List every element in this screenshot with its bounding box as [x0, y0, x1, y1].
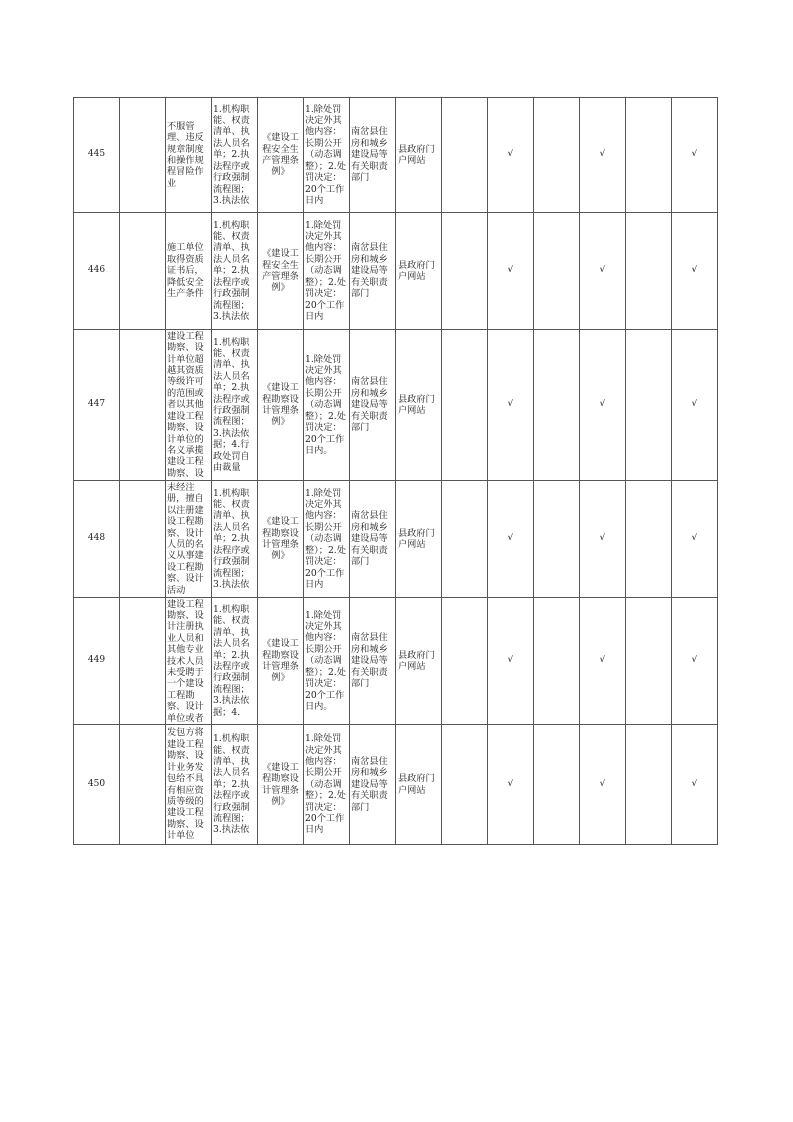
check-mark-cell — [626, 725, 672, 845]
basis-cell — [212, 598, 258, 725]
matter-cell — [166, 481, 212, 598]
law-cell — [258, 98, 304, 213]
channel-cell — [396, 330, 442, 481]
row-number-cell-text: 445 — [87, 149, 106, 160]
check-mark-cell — [626, 598, 672, 725]
check-mark-cell — [442, 598, 488, 725]
check-mark-cell — [442, 330, 488, 481]
check-mark-cell — [488, 481, 534, 598]
basis-cell-text: 1.机构职能、权责清单、执法人员名单；2.执法程序或行政强制流程图；3.执法依 — [213, 103, 250, 206]
subject-cell-text: 南岔县住房和城乡建设局等有关职责部门 — [351, 242, 388, 300]
matter-cell-text: 发包方将建设工程勘察、设计业务发包给不具有相应资质等级的建设工程勘察、设计单位 — [167, 727, 204, 842]
table-row — [74, 213, 718, 330]
check-mark-cell-text: √ — [691, 533, 698, 544]
row-number-cell — [74, 330, 120, 481]
channel-cell — [396, 598, 442, 725]
law-cell-text: 《建设工程安全生产管理条例》 — [262, 248, 299, 294]
table-body — [74, 98, 718, 845]
channel-cell-text: 县政府门户网站 — [398, 649, 435, 672]
check-mark-cell — [672, 598, 718, 725]
row-number-cell-text: 450 — [87, 778, 106, 789]
basis-cell — [212, 98, 258, 213]
timing-cell-text: 1.除处罚决定外其他内容：长期公开（动态调整）；2.处罚决定：20个工作日内 — [305, 219, 346, 322]
check-mark-cell — [580, 213, 626, 330]
subject-cell — [350, 481, 396, 598]
law-cell-text: 《建设工程勘察设计管理条例》 — [262, 516, 299, 562]
basis-cell-text: 1.机构职能、权责清单、执法人员名单；2.执法程序或行政强制流程图；3.执法依 — [213, 487, 250, 590]
table-row — [74, 330, 718, 481]
subject-cell — [350, 598, 396, 725]
timing-cell-text: 1.除处罚决定外其他内容：长期公开（动态调整）；2.处罚决定：20个工作日内。 — [305, 609, 346, 712]
channel-cell — [396, 213, 442, 330]
check-mark-cell-text: √ — [691, 399, 698, 410]
check-mark-cell — [534, 481, 580, 598]
channel-cell-text: 县政府门户网站 — [398, 773, 435, 796]
check-mark-cell-text: √ — [507, 655, 514, 666]
channel-cell-text: 县政府门户网站 — [398, 259, 435, 282]
check-mark-cell — [534, 98, 580, 213]
check-mark-cell — [534, 330, 580, 481]
channel-cell — [396, 481, 442, 598]
law-cell — [258, 598, 304, 725]
basis-cell-text: 1.机构职能、权责清单、执法人员名单；2.执法程序或行政强制流程图；3.执法依据；4.行政处罚自由裁量 — [213, 336, 250, 474]
blank-cell — [120, 98, 166, 213]
blank-cell — [120, 213, 166, 330]
matter-cell — [166, 598, 212, 725]
check-mark-cell-text: √ — [691, 778, 698, 789]
table-row — [74, 725, 718, 845]
subject-cell-text: 南岔县住房和城乡建设局等有关职责部门 — [351, 126, 388, 184]
check-mark-cell-text: √ — [507, 778, 514, 789]
subject-cell-text: 南岔县住房和城乡建设局等有关职责部门 — [351, 376, 388, 434]
check-mark-cell — [580, 98, 626, 213]
check-mark-cell-text: √ — [691, 265, 698, 276]
row-number-cell-text: 447 — [87, 399, 106, 410]
subject-cell — [350, 98, 396, 213]
law-cell — [258, 481, 304, 598]
check-mark-cell-text: √ — [507, 149, 514, 160]
subject-cell-text: 南岔县住房和城乡建设局等有关职责部门 — [351, 632, 388, 690]
check-mark-cell — [626, 98, 672, 213]
check-mark-cell — [672, 725, 718, 845]
row-number-cell — [74, 725, 120, 845]
check-mark-cell — [488, 598, 534, 725]
check-mark-cell — [626, 213, 672, 330]
timing-cell — [304, 98, 350, 213]
channel-cell-text: 县政府门户网站 — [398, 393, 435, 416]
check-mark-cell — [442, 725, 488, 845]
row-number-cell — [74, 598, 120, 725]
basis-cell — [212, 725, 258, 845]
channel-cell — [396, 98, 442, 213]
check-mark-cell — [672, 481, 718, 598]
check-mark-cell-text: √ — [507, 533, 514, 544]
law-cell-text: 《建设工程勘察设计管理条例》 — [262, 382, 299, 428]
table-row — [74, 481, 718, 598]
check-mark-cell — [442, 481, 488, 598]
matter-cell — [166, 213, 212, 330]
row-number-cell — [74, 213, 120, 330]
timing-cell-text: 1.除处罚决定外其他内容：长期公开（动态调整）；2.处罚决定：20个工作日内 — [305, 103, 346, 206]
check-mark-cell — [488, 213, 534, 330]
document-sheet — [73, 97, 718, 845]
disclosure-table — [73, 97, 718, 845]
law-cell-text: 《建设工程勘察设计管理条例》 — [262, 638, 299, 684]
matter-cell-text: 施工单位取得资质证书后，降低安全生产条件 — [167, 242, 204, 300]
check-mark-cell — [442, 213, 488, 330]
row-number-cell — [74, 98, 120, 213]
channel-cell-text: 县政府门户网站 — [398, 143, 435, 166]
table-row — [74, 98, 718, 213]
check-mark-cell — [488, 330, 534, 481]
law-cell-text: 《建设工程安全生产管理条例》 — [262, 132, 299, 178]
subject-cell — [350, 725, 396, 845]
check-mark-cell-text: √ — [599, 533, 606, 544]
check-mark-cell-text: √ — [507, 265, 514, 276]
channel-cell-text: 县政府门户网站 — [398, 527, 435, 550]
matter-cell — [166, 725, 212, 845]
subject-cell-text: 南岔县住房和城乡建设局等有关职责部门 — [351, 755, 388, 813]
law-cell — [258, 725, 304, 845]
timing-cell — [304, 481, 350, 598]
subject-cell-text: 南岔县住房和城乡建设局等有关职责部门 — [351, 510, 388, 568]
blank-cell — [120, 481, 166, 598]
check-mark-cell — [580, 481, 626, 598]
timing-cell-text: 1.除处罚决定外其他内容：长期公开（动态调整）；2.处罚决定：20个工作日内 — [305, 733, 346, 836]
table-row — [74, 598, 718, 725]
blank-cell — [120, 725, 166, 845]
check-mark-cell — [626, 481, 672, 598]
law-cell — [258, 330, 304, 481]
law-cell — [258, 213, 304, 330]
matter-cell-text: 建设工程勘察、设计单位超越其资质等级许可的范围或者以其他建设工程勘察、设计单位的名义承揽建设工程勘察、设 — [167, 330, 204, 479]
matter-cell — [166, 330, 212, 481]
check-mark-cell — [672, 213, 718, 330]
basis-cell — [212, 481, 258, 598]
matter-cell — [166, 98, 212, 213]
check-mark-cell-text: √ — [599, 265, 606, 276]
timing-cell-text: 1.除处罚决定外其他内容：长期公开（动态调整）；2.处罚决定：20个工作日内。 — [305, 353, 346, 456]
check-mark-cell — [580, 330, 626, 481]
check-mark-cell-text: √ — [507, 399, 514, 410]
check-mark-cell — [534, 213, 580, 330]
basis-cell — [212, 330, 258, 481]
check-mark-cell-text: √ — [599, 399, 606, 410]
law-cell-text: 《建设工程勘察设计管理条例》 — [262, 761, 299, 807]
basis-cell-text: 1.机构职能、权责清单、执法人员名单；2.执法程序或行政强制流程图；3.执法依 — [213, 733, 250, 836]
timing-cell-text: 1.除处罚决定外其他内容：长期公开（动态调整）；2.处罚决定：20个工作日内 — [305, 487, 346, 590]
blank-cell — [120, 598, 166, 725]
blank-cell — [120, 330, 166, 481]
timing-cell — [304, 725, 350, 845]
subject-cell — [350, 330, 396, 481]
check-mark-cell — [672, 330, 718, 481]
row-number-cell — [74, 481, 120, 598]
basis-cell-text: 1.机构职能、权责清单、执法人员名单；2.执法程序或行政强制流程图；3.执法依据；4. — [213, 603, 250, 718]
check-mark-cell-text: √ — [691, 655, 698, 666]
row-number-cell-text: 446 — [87, 265, 106, 276]
basis-cell-text: 1.机构职能、权责清单、执法人员名单；2.执法程序或行政强制流程图；3.执法依 — [213, 219, 250, 322]
row-number-cell-text: 448 — [87, 533, 106, 544]
check-mark-cell — [488, 98, 534, 213]
check-mark-cell-text: √ — [599, 655, 606, 666]
check-mark-cell — [580, 725, 626, 845]
check-mark-cell — [580, 598, 626, 725]
basis-cell — [212, 213, 258, 330]
check-mark-cell-text: √ — [599, 778, 606, 789]
subject-cell — [350, 213, 396, 330]
matter-cell-text: 建设工程勘察、设计注册执业人员和其他专业技术人员未受聘于一个建设工程勘察、设计单位或者 — [167, 598, 204, 724]
channel-cell — [396, 725, 442, 845]
matter-cell-text: 不服管理、违反规章制度和操作规程冒险作业 — [167, 120, 204, 189]
timing-cell — [304, 213, 350, 330]
check-mark-cell-text: √ — [691, 149, 698, 160]
matter-cell-text: 未经注册，擅自以注册建设工程勘察、设计人员的名义从事建设工程勘察、设计活动 — [167, 481, 204, 596]
check-mark-cell — [488, 725, 534, 845]
check-mark-cell — [626, 330, 672, 481]
row-number-cell-text: 449 — [87, 655, 106, 666]
timing-cell — [304, 598, 350, 725]
timing-cell — [304, 330, 350, 481]
check-mark-cell — [442, 98, 488, 213]
check-mark-cell — [534, 598, 580, 725]
check-mark-cell-text: √ — [599, 149, 606, 160]
check-mark-cell — [672, 98, 718, 213]
check-mark-cell — [534, 725, 580, 845]
